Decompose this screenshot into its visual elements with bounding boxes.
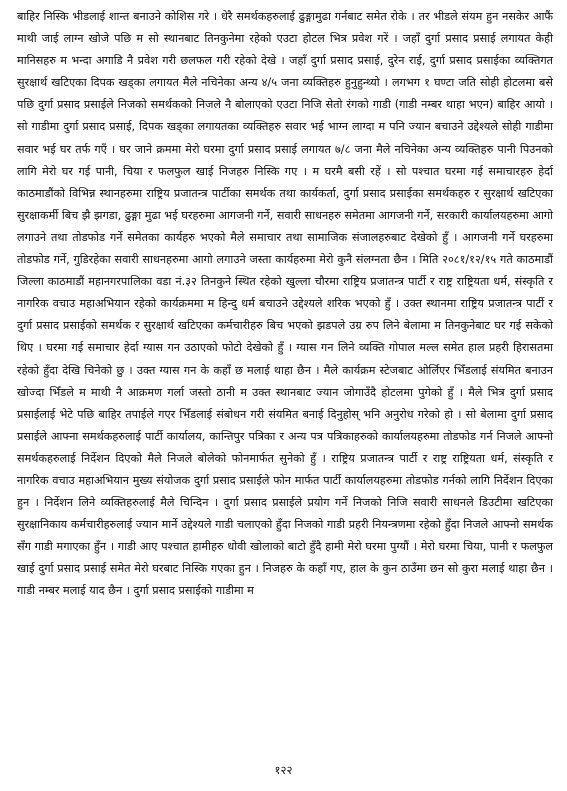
page-number: १२२ — [274, 763, 293, 777]
statement-body-text: बाहिर निस्कि भीडलाई शान्त बनाउने कोशिस गरे । धेरै समर्थकहरुलाई ढुङ्गामुढा गर्नबाट समेत रोके । तर भीडले संयम हुन नसकेर आफैं माथी जाई लाग्न खोजे पछि म सो स्थानबाट तिनकुनेमा रहेको एउटा होटल भित्र प्रवेश गरें । जहाँ दुर्गा प्रसाद प्रसाई लगायत केही मानिसहरु म भन्दा अगाडि नै प्रवेश गरी छलफल गरी रहेको देखे । जहाँ दुर्गा प्रसाद प्रसाई, दुरेन राई, दुर्गा प्रसाद प्रसाईका व्यक्तिगत सुरक्षार्थ खटिएका दिपक खड्का लगायत मैले नचिनेका अन्य ४/५ जना व्यक्तिहरु हुनुहुन्थ्यो । लगभग १ घण्टा जति सोही होटलमा बसे पछि दुर्गा प्रसाद प्रसाईले निजको समर्थकको निजले नै बोलाएको एउटा निजि सेतो रंगको गाडी (गाडी नम्बर थाहा भएन) बाहिर आयो । सो गाडीमा दुर्गा प्रसाद प्रसाई, दिपक खड्का लगायतका व्यक्तिहरु सवार भई भाग्न लाग्दा म पनि ज्यान बचाउने उद्देश्यले सोही गाडीमा सवार भई घर तर्फ गएँ । घर जाने क्रममा मेरो घरमा दुर्गा प्रसाद प्रसाई लगायत ७/८ जना मैले नचिनेका अन्य व्यक्तिहरु पानी पिउनको लागि मेरो घर गई पानी, चिया र फलफुल खाई निजहरु निस्कि गए । म घरमै बसी रहें । सो पश्चात घरमा गई समाचारहरु हेर्दा काठमाडौंको विभिन्न स्थानहरुमा राष्ट्रिय प्रजातन्त्र पार्टीका समर्थक तथा कार्यकर्ता, दुर्गा प्रसाद प्रसाईका समर्थकहरु र सुरक्षार्थ खटिएका सुरक्षाकर्मी बिच झै झगडा, ढुङ्गा मुढा भई घरहरुमा आगजनी गर्ने, सवारी साधनहरु समेतमा आगजनी गर्ने, सरकारी कार्यालयहरुमा आगो लगाउने तथा तोडफोड गर्ने समेतका कार्यहरु भएको मैले समाचार तथा सामाजिक संजालहरुबाट देखेको हुँ । आगजनी गर्ने घरहरुमा तोडफोड गर्ने, गुडिरहेका सवारी साधनहरुमा आगो लगाउने जस्ता कार्यहरुमा मेरो कुनै संलग्नता छैन । मिति २०८१/१२/१५ गते काठमाडौं जिल्ला काठमाडौं महानगरपालिका वडा नं.३२ तिनकुने स्थित रहेको खुल्ला चौरमा राष्ट्रिय प्रजातन्त्र पार्टी र राष्ट्र राष्ट्रियता धर्म, संस्कृति र नागरिक वचाउ महाअभियान रहेको कार्यक्रममा म हिन्दु धर्म बचाउने उद्देश्यले शरिक भएको हुँ । उक्त स्थानमा राष्ट्रिय प्रजातन्त्र पार्टी र दुर्गा प्रसाद प्रसाईको समर्थक र सुरक्षार्थ खटिएका कर्मचारीहरु बिच भएको झडपले उग्र रुप लिने बेलामा म तिनकुनेबाट घर गई सकेको थिए । घरमा गई समाचार हेर्दा ग्यास गन उठाएको फोटो देखेको हुँ । ग्यास गन लिने व्यक्ति गोपाल मल्ल समेत हाल प्रहरी हिरासतमा रहेको हुँदा देखि चिनेको छु । उक्त ग्यास गन के कहाँ छ मलाई थाहा छैन । मैले कार्यक्रम स्टेजबाट ओर्लिएर भिँडलाई संयमित बनाउन खोज्दा भिँडले म माथी नै आक्रमण गर्ला जस्तो ठानी म उक्त स्थानबाट ज्यान जोगाउँदै होटलमा पुगेको हुँ । मैले भित्र दुर्गा प्रसाद प्रसाईलाई भेटे पछि बाहिर तपाईले गएर भिँडलाई संबोधन गरी संयमित बनाई दिनुहोस् भनि अनुरोध गरेको हो । सो बेलामा दुर्गा प्रसाद प्रसाईले आफ्ना समर्थकहरुलाई पार्टी कार्यालय, कान्तिपुर पत्रिका र अन्य पत्र पत्रिकाहरुको कार्यालयहरुमा तोडफोड गर्न निजले आफ्नो समर्थकहरुलाई निर्देशन दिएको मैले निजले बोलेको फोनमार्फत सुनेको हुँ । राष्ट्रिय प्रजातन्त्र पार्टी र राष्ट्र राष्ट्रियता धर्म, संस्कृति र नागरिक वचाउ महाअभियान मुख्य संयोजक दुर्गा प्रसाद प्रसाईले फोन मार्फत पार्टी कार्यालयहरुमा तोडफोड गर्नको लागि निर्देशन दिएका हुन । निर्देशन लिने व्यक्तिहरुलाई मैले चिन्दिन । दुर्गा प्रसाद प्रसाईले प्रयोग गर्ने निजको निजि सवारी साधनले डिउटीमा खटिएका सुरक्षानिकाय कर्मचारीहरुलाई ज्यान मार्ने उद्देश्यले गाडी चलाएको हुँदा निजको गाडी प्रहरी नियन्त्रणमा रहेको हुँदा निजले आफ्नो समर्थक सँग गाडी मगाएका हुँन । गाडी आए पश्चात हामीहरु धोवी खोलाको बाटो हुँदै हामी मेरो घरमा पुग्यौं । मेरो घरमा चिया, पानी र फलफुल खाई दुर्गा प्रसाद प्रसाई समेत मेरो घरबाट निस्कि गएका हुन । निजहरु के कहाँ गए, हाल के कुन ठाउँमा छन सो कुरा मलाई थाहा छैन । गाडी नम्बर मलाई याद छैन । दुर्गा प्रसाद प्रसाईको गाडीमा म — [17, 10, 553, 598]
